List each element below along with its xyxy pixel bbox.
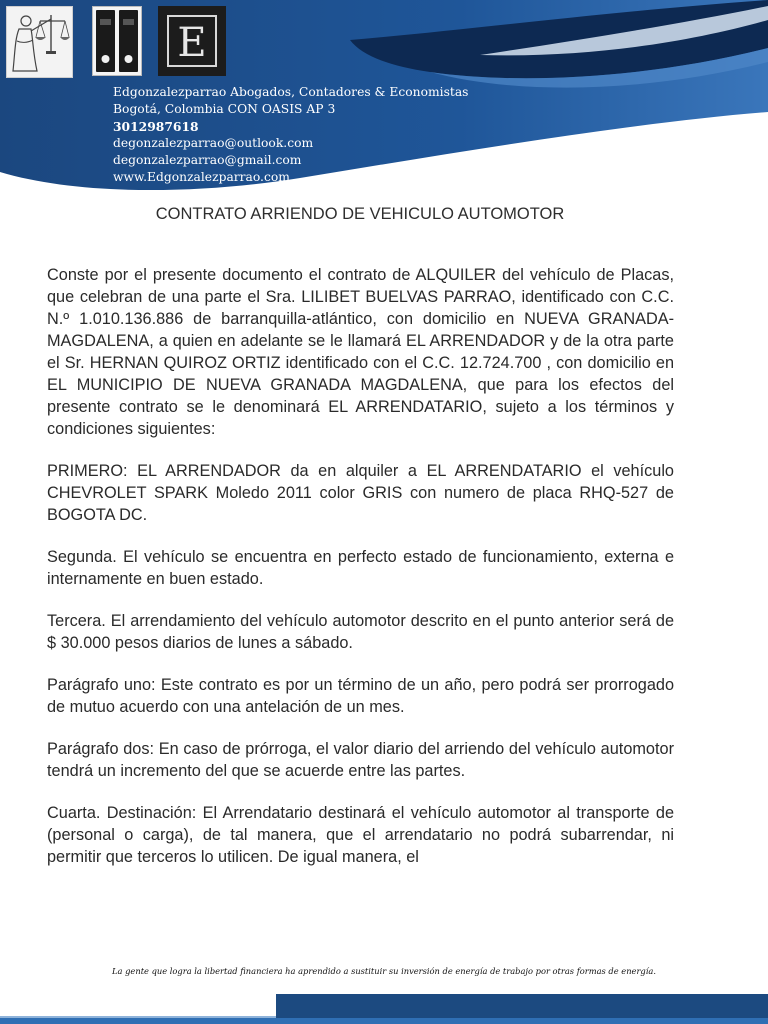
- paragraph-paragrafo-dos: Parágrafo dos: En caso de prórroga, el valor diario del arriendo del vehículo automotor tendrá un incremento del que se acuerde entre las partes.: [47, 740, 674, 780]
- contract-body: [47, 264, 674, 888]
- paragraph-segunda: Segunda. El vehículo se encuentra en perfecto estado de funcionamiento, externa e internamente en buen estado.: [47, 548, 674, 588]
- binders-icon: [93, 7, 141, 75]
- paragraph-tercera: Tercera. El arrendamiento del vehículo automotor descrito en el punto anterior será de $ 30.000 pesos diarios de lunes a sábado.: [47, 612, 674, 652]
- letter-e-icon: [158, 6, 226, 76]
- footer-quote: La gente que logra la libertad financiera ha aprendido a sustituir su inversión de energía de trabajo por otras formas de energía.: [112, 966, 656, 976]
- letter-e-logo: [158, 6, 226, 76]
- firm-name: Edgonzalezparrao Abogados, Contadores & Economistas: [113, 85, 469, 99]
- svg-text:E: E: [177, 20, 207, 66]
- document-title: CONTRATO ARRIENDO DE VEHICULO AUTOMOTOR: [155, 205, 565, 223]
- firm-website[interactable]: www.Edgonzalezparrao.com: [113, 170, 290, 184]
- firm-address: Bogotá, Colombia CON OASIS AP 3: [113, 102, 336, 116]
- firm-phone: 3012987618: [113, 119, 199, 134]
- firm-contact-block: [113, 84, 469, 186]
- firm-email-outlook[interactable]: degonzalezparrao@outlook.com: [113, 136, 314, 150]
- paragraph-cuarta: Cuarta. Destinación: El Arrendatario destinará el vehículo automotor al transporte de (personal o carga), de tal manera, que el arrendatario no podrá subarrendar, ni permitir que terceros lo utilicen. De igual manera, el: [47, 804, 674, 866]
- paragraph-primero: PRIMERO: EL ARRENDADOR da en alquiler a EL ARRENDATARIO el vehículo CHEVROLET SPARK Moledo 2011 color GRIS con numero de placa RHQ-527 de BOGOTA DC.: [47, 462, 674, 524]
- firm-email-gmail[interactable]: degonzalezparrao@gmail.com: [113, 153, 302, 167]
- justice-scales-logo: [6, 6, 73, 78]
- footer-bar: [0, 990, 768, 1024]
- paragraph-paragrafo-uno: Parágrafo uno: Este contrato es por un término de un año, pero podrá ser prorrogado de mutuo acuerdo con una antelación de un mes.: [47, 676, 674, 716]
- binders-logo: [92, 6, 142, 76]
- paragraph-intro: Conste por el presente documento el contrato de ALQUILER del vehículo de Placas, que celebran de una parte el Sra. LILIBET BUELVAS PARRAO, identificado con C.C. N.º 1.010.136.886 de barranquilla-atlántico, con domicilio en NUEVA GRANADA-MAGDALENA, a quien en adelante se le llamará EL ARRENDADOR y de la otra parte el Sr. HERNAN QUIROZ ORTIZ identificado con el C.C. 12.724.700 , con domicilio en EL MUNICIPIO DE NUEVA GRANADA MAGDALENA, que para los efectos del presente contrato se le denominará EL ARRENDATARIO, sujeto a los términos y condiciones siguientes:: [47, 266, 674, 438]
- letterhead-header: [0, 0, 768, 200]
- justice-icon: [7, 7, 72, 77]
